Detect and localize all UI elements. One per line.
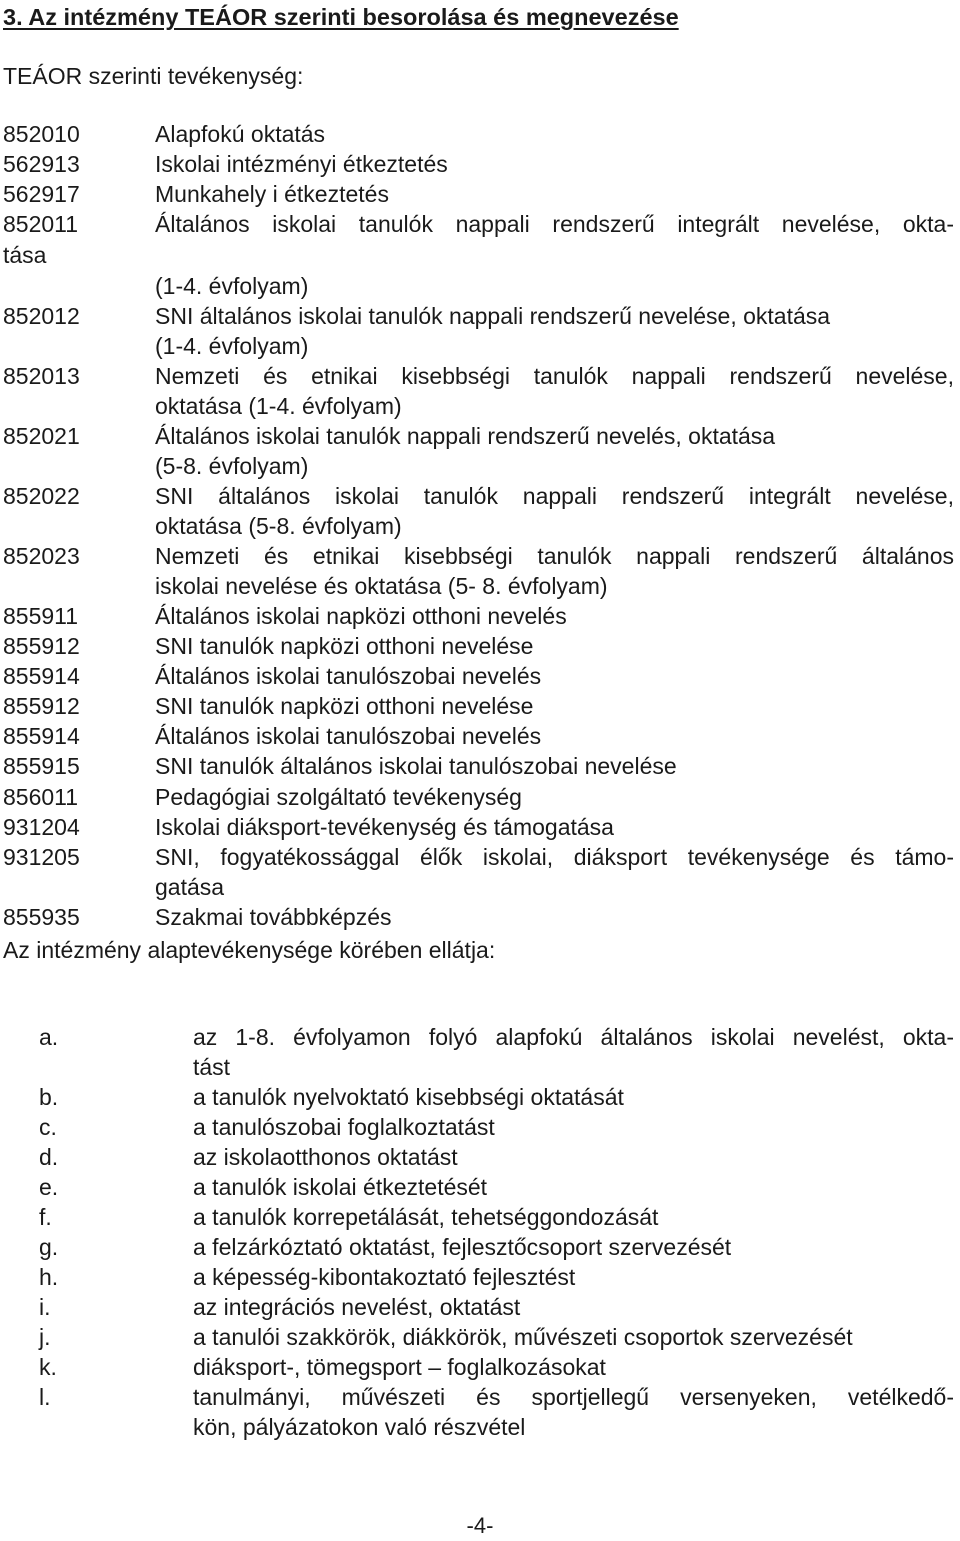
activity-description: Munkahely i étkeztetés <box>155 181 389 207</box>
task-letter: e. <box>39 1174 59 1200</box>
task-letter: k. <box>39 1354 57 1380</box>
activity-description: SNI tanulók napközi otthoni nevelése <box>155 633 534 659</box>
task-text: a tanulószobai foglalkoztatást <box>193 1114 495 1140</box>
activity-description: Általános iskolai tanulószobai nevelés <box>155 663 542 689</box>
task-text: a felzárkóztató oktatást, fejlesztőcsoport szervezését <box>193 1234 732 1260</box>
page-number: -4- <box>466 1513 494 1538</box>
activity-code: 855912 <box>3 633 80 659</box>
activity-description: gatása <box>155 874 225 900</box>
task-letter: i. <box>39 1294 51 1320</box>
task-text: a tanulók nyelvoktató kisebbségi oktatását <box>193 1084 624 1110</box>
activity-description: Iskolai diáksport-tevékenység és támogatása <box>155 814 614 840</box>
activity-description: SNI, fogyatékossággal élők iskolai, diáksport tevékenysége és támo- <box>155 844 954 870</box>
activity-description: Nemzeti és etnikai kisebbségi tanulók nappali rendszerű nevelése, <box>155 363 954 389</box>
task-text: az integrációs nevelést, oktatást <box>193 1294 521 1320</box>
intro-text: Az intézmény alaptevékenysége körében ellátja: <box>3 937 496 963</box>
activity-code: 852022 <box>3 483 80 509</box>
activity-code: 931205 <box>3 844 80 870</box>
activity-description-extra: (1-4. évfolyam) <box>155 273 309 299</box>
activity-code: 562917 <box>3 181 80 207</box>
activity-code: 852012 <box>3 303 80 329</box>
task-letter: d. <box>39 1144 59 1170</box>
task-letter: h. <box>39 1264 59 1290</box>
activity-code: 562913 <box>3 151 80 177</box>
task-letter: c. <box>39 1114 57 1140</box>
activity-description: SNI általános iskolai tanulók nappali rendszerű nevelése, oktatása <box>155 303 831 329</box>
activity-description: oktatása (1-4. évfolyam) <box>155 393 402 419</box>
activity-code: 855915 <box>3 753 80 779</box>
activity-description: SNI általános iskolai tanulók nappali rendszerű integrált nevelése, <box>155 483 954 509</box>
task-letter: j. <box>39 1324 51 1350</box>
activity-description: (5-8. évfolyam) <box>155 453 309 479</box>
activity-description: (1-4. évfolyam) <box>155 333 309 359</box>
activity-description: Szakmai továbbképzés <box>155 904 392 930</box>
section-heading: 3. Az intézmény TEÁOR szerinti besorolása és megnevezése <box>3 4 679 30</box>
activity-description: oktatása (5-8. évfolyam) <box>155 513 402 539</box>
task-text: a képesség-kibontakoztató fejlesztést <box>193 1264 576 1290</box>
task-text: tást <box>193 1054 231 1080</box>
activity-code: 855914 <box>3 663 80 689</box>
activity-code: 852011 <box>3 211 79 237</box>
activity-description: SNI tanulók napközi otthoni nevelése <box>155 693 534 719</box>
task-text: a tanulók korrepetálását, tehetséggondozását <box>193 1204 659 1230</box>
activity-description: Általános iskolai tanulószobai nevelés <box>155 723 542 749</box>
task-letter: g. <box>39 1234 59 1260</box>
task-text: kön, pályázatokon való részvétel <box>193 1414 526 1440</box>
task-text: a tanulók iskolai étkeztetését <box>193 1174 488 1200</box>
activity-code: 852023 <box>3 543 80 569</box>
activity-description: Általános iskolai tanulók nappali rendszerű integrált nevelése, okta- <box>155 211 954 237</box>
activity-code: 856011 <box>3 784 79 810</box>
task-letter: a. <box>39 1024 59 1050</box>
task-text: az iskolaotthonos oktatást <box>193 1144 458 1170</box>
activity-code: 931204 <box>3 814 80 840</box>
activity-code: 852013 <box>3 363 80 389</box>
activity-description-wrap: tása <box>3 242 47 268</box>
activity-description: SNI tanulók általános iskolai tanulószobai nevelése <box>155 753 677 779</box>
teaor-label: TEÁOR szerinti tevékenység: <box>3 63 304 89</box>
activity-description: Alapfokú oktatás <box>155 121 326 147</box>
activity-description: Pedagógiai szolgáltató tevékenység <box>155 784 522 810</box>
activity-code: 855912 <box>3 693 80 719</box>
activity-code: 855914 <box>3 723 80 749</box>
activity-description: Iskolai intézményi étkeztetés <box>155 151 448 177</box>
activity-code: 852010 <box>3 121 80 147</box>
task-letter: l. <box>39 1384 51 1410</box>
task-letter: b. <box>39 1084 59 1110</box>
activity-description: iskolai nevelése és oktatása (5- 8. évfolyam) <box>155 573 608 599</box>
task-letter: f. <box>39 1204 52 1230</box>
activity-code: 852021 <box>3 423 80 449</box>
task-text: diáksport-, tömegsport – foglalkozásokat <box>193 1354 606 1380</box>
task-text: a tanulói szakkörök, diákkörök, művészeti csoportok szervezését <box>193 1324 853 1350</box>
task-text: az 1-8. évfolyamon folyó alapfokú általános iskolai nevelést, okta- <box>193 1024 954 1050</box>
task-text: tanulmányi, művészeti és sportjellegű versenyeken, vetélkedő- <box>193 1384 954 1410</box>
activity-code: 855935 <box>3 904 80 930</box>
activity-description: Általános iskolai napközi otthoni nevelés <box>155 603 567 629</box>
activity-description: Általános iskolai tanulók nappali rendszerű nevelés, oktatása <box>155 423 776 449</box>
activity-description: Nemzeti és etnikai kisebbségi tanulók nappali rendszerű általános <box>155 543 954 569</box>
activity-code: 855911 <box>3 603 79 629</box>
